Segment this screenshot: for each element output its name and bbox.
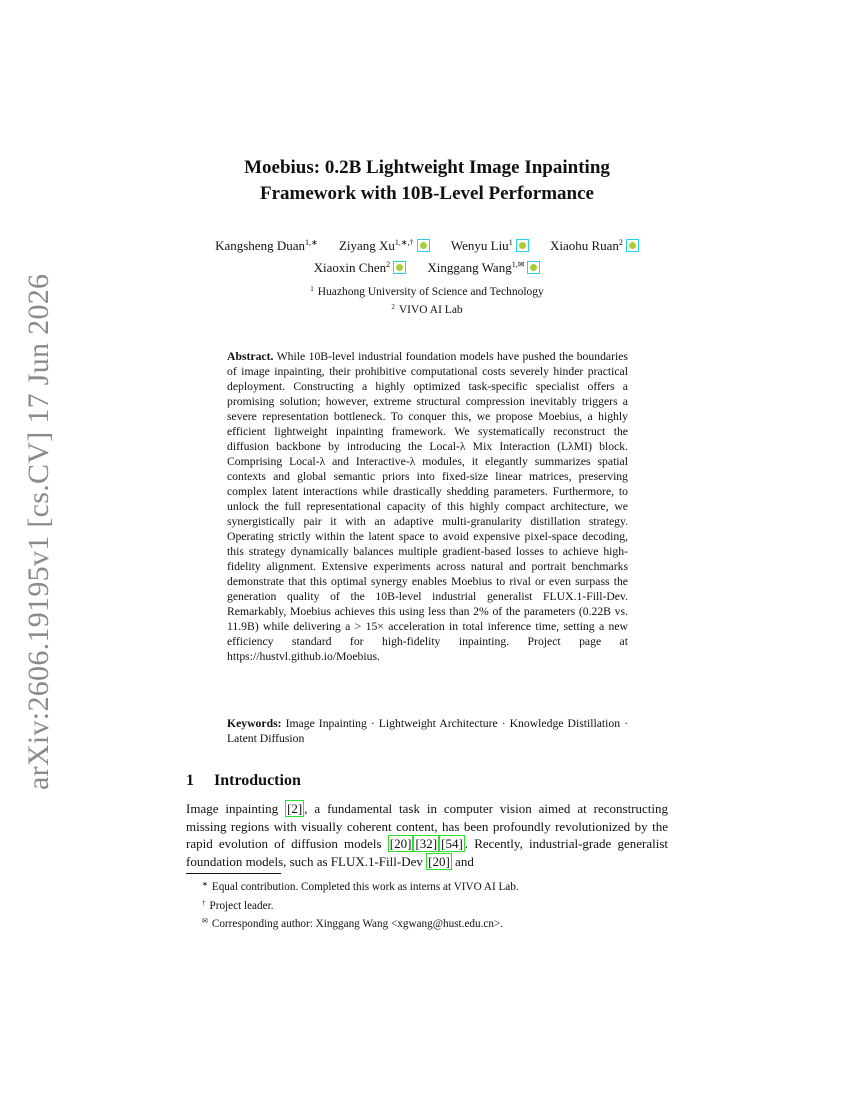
section-heading — [186, 772, 301, 790]
intro-paragraph: Image inpainting [2] , a fundamental task in computer vision aimed at reconstructing missing regions with visually coherent content, has been profoundly revolutionized by the rapid evolution of diffusion models [20] [32] [54] . Recently, industrial-grade generalist foundation models, such as FLUX.1-Fill-Dev [20] and — [186, 801, 669, 869]
author: Xinggang Wang$^{1,✉}$ — [427, 260, 540, 275]
affiliations — [186, 282, 668, 318]
affiliation: $^2$ VIVO AI Lab — [391, 303, 463, 316]
orcid-icon[interactable] — [417, 239, 430, 252]
author: Ziyang $Xu^{1,∗,\dagger}$ — [339, 238, 430, 253]
section-number: 1 — [186, 772, 194, 789]
author: Xiaohu Ruan$^2$ — [550, 238, 639, 253]
orcid-icon[interactable] — [527, 261, 540, 274]
keywords — [227, 716, 628, 746]
section-title: Introduction — [214, 772, 301, 789]
title-line-2: Framework with 10B-Level Performance — [260, 183, 594, 204]
keywords-label: Keywords: — [227, 717, 282, 730]
abstract — [227, 349, 628, 664]
abstract-label: Abstract. — [227, 350, 274, 363]
orcid-icon[interactable] — [393, 261, 406, 274]
author: Xiaoxin Chen$^2$ — [314, 260, 407, 275]
footnote: ✉ Corresponding author: Xinggang Wang <xgwang@hust.edu.cn>. — [202, 917, 504, 930]
citation-link[interactable]: [32] — [415, 836, 438, 851]
footnotes — [202, 877, 668, 933]
citation-link[interactable]: [2] — [287, 801, 303, 816]
title-line-1: Moebius: 0.2B Lightweight Image Inpainting — [244, 157, 610, 178]
paper-title — [186, 155, 668, 207]
arxiv-stamp: arXiv:2606.19195v1 [cs.CV] 17 Jun 2026 — [22, 273, 55, 790]
keywords-text: Image Inpainting · Lightweight Architecture · Knowledge Distillation · Latent Diffusion — [227, 717, 629, 745]
author: Wenyu Liu$^1$ — [451, 238, 529, 253]
footnote: † Project leader. — [202, 898, 274, 912]
citation-link[interactable]: [54] — [441, 836, 463, 851]
orcid-icon[interactable] — [626, 239, 639, 252]
orcid-icon[interactable] — [516, 239, 529, 252]
affiliation: $^1$ Huazhong University of Science and Technology — [310, 285, 544, 298]
author-list — [186, 233, 668, 277]
footnote: ∗ Equal contribution. Completed this work as interns at VIVO AI Lab. — [202, 880, 519, 893]
abstract-text: While 10B-level industrial foundation models have pushed the boundaries of image inpainting, their prohibitive computational costs severely hinder practical deployment. Constructing a highly optimized task-specific specialist offers a promising solution; however, extreme structural compression inevitably triggers a severe representation bottleneck. To conquer this, we propose Moebius, a highly efficient lightweight inpainting framework. We systematically reconstruct the diffusion backbone by introducing the Local-λ Mix Interaction (LλMI) block. Comprising Local-λ and Interactive-λ modules, it elegantly summarizes spatial contexts and global semantic priors into fixed-size linear matrices, preserving complex latent interactions while drastically shedding parameters. Furthermore, to unlock the full representational capacity of this highly compact architecture, we synergistically pair it with an adaptive multi-granularity distillation strategy. Operating strictly within the latent space to avoid expensive pixel-space decoding, this strategy dynamically balances multiple gradient-based losses to achieve high-fidelity alignment. Extensive experiments across natural and portrait benchmarks demonstrate that this optimal synergy enables Moebius to rival or even surpass the generation quality of the 10B-level industrial generalist FLUX.1-Fill-Dev. Remarkably, Moebius achieves this using less than 2% of the parameters (0.22B vs. 11.9B) while delivering a > 15× acceleration in total inference time, setting a new efficiency standard for high-fidelity inpainting. Project page at https://hustvl.github.io/Moebius. — [227, 350, 628, 663]
footnote-divider — [186, 873, 281, 874]
citation-link[interactable]: [20] — [428, 853, 450, 869]
author: Kangsheng Duan$^{1,∗}$ — [215, 238, 318, 253]
citation-link[interactable]: [20] — [389, 836, 412, 851]
